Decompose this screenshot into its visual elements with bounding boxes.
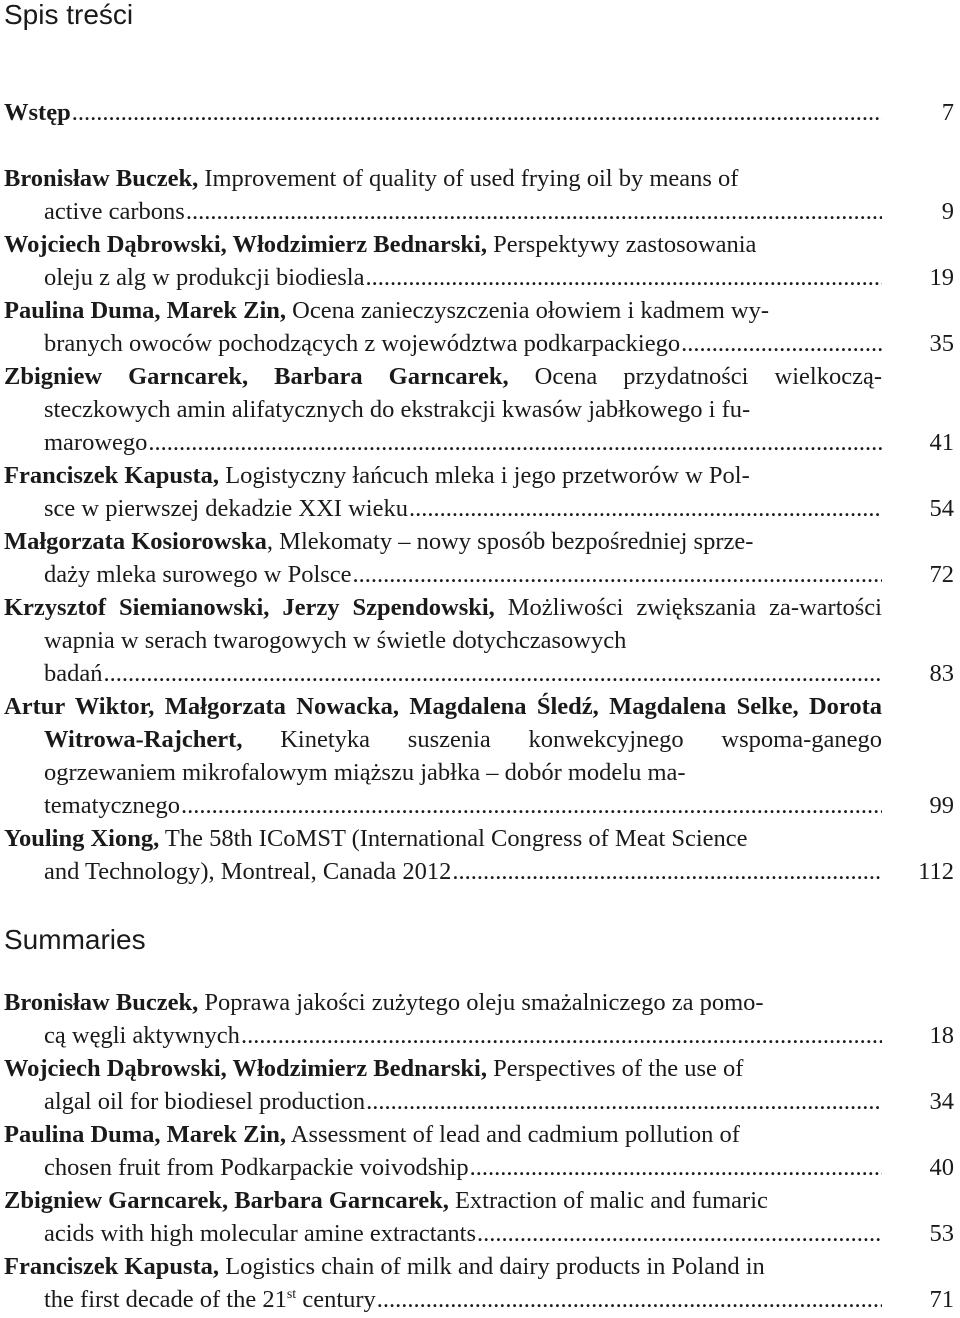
page-number: 72 xyxy=(929,561,954,588)
entry-last-line xyxy=(4,1019,882,1052)
entry-authors: Wojciech Dąbrowski, Włodzimierz Bednarski, xyxy=(4,1055,487,1082)
entry-title-end: branych owoców pochodzących z województwa podkarpackiego xyxy=(44,330,681,357)
entry-authors: Artur Wiktor, Małgorzata Nowacka, Magdalena Śledź, Magdalena Selke, Dorota Witrowa-Rajchert, xyxy=(4,693,882,753)
page-number: 71 xyxy=(929,1286,954,1313)
dot-leader xyxy=(470,1151,882,1184)
entry-title-end xyxy=(44,1283,376,1316)
entry-title-end: chosen fruit from Podkarpackie voivodship xyxy=(44,1154,469,1181)
dot-leader xyxy=(365,261,882,294)
toc-entry[interactable] xyxy=(4,459,954,525)
entry-title: Logistyczny łańcuch mleka i jego przetworów w Pol- xyxy=(219,462,750,489)
toc-entry[interactable] xyxy=(4,822,954,888)
page-number: 9 xyxy=(941,198,954,225)
entry-title-text xyxy=(4,525,882,558)
dot-leader xyxy=(452,855,882,888)
toc-title: Spis treści xyxy=(4,0,134,30)
entry-title-text xyxy=(4,591,882,657)
entry-title-text xyxy=(4,822,882,855)
toc-entry[interactable] xyxy=(4,525,954,591)
toc-entry[interactable] xyxy=(4,294,954,360)
entry-authors: Zbigniew Garncarek, Barbara Garncarek, xyxy=(4,1187,449,1214)
entry-last-line xyxy=(4,1151,882,1184)
entry-last-line xyxy=(4,789,882,822)
entry-title: Perspektywy zastosowania xyxy=(486,231,757,258)
dot-leader xyxy=(377,1283,882,1316)
entry-title-end: oleju z alg w produkcji biodiesla xyxy=(44,264,365,291)
entry-title-end: marowego xyxy=(44,429,148,456)
toc-entry[interactable] xyxy=(4,1118,954,1184)
entry-authors: Bronisław Buczek, xyxy=(4,165,199,192)
dot-leader xyxy=(241,1019,882,1052)
entry-title-end-a: the first decade of the 21 xyxy=(44,1286,287,1313)
entry-last-line xyxy=(4,855,882,888)
dot-leader xyxy=(181,789,882,822)
entry-last-line xyxy=(4,426,882,459)
entry-title-end: sce w pierwszej dekadzie XXI wieku xyxy=(44,495,408,522)
entry-last-line xyxy=(4,195,882,228)
entry-title: The 58th ICoMST (International Congress of Meat Science xyxy=(159,825,748,852)
entry-title: Ocena zanieczyszczenia ołowiem i kadmem wy- xyxy=(286,297,769,324)
entry-title-end: badań xyxy=(44,660,103,687)
entry-title-text xyxy=(4,1184,882,1217)
dot-leader xyxy=(681,327,882,360)
page-number: 35 xyxy=(929,330,954,357)
entry-title: Perspectives of the use of xyxy=(486,1055,744,1082)
entry-authors: Krzysztof Siemianowski, Jerzy Szpendowski, xyxy=(4,594,495,621)
dot-leader xyxy=(409,492,882,525)
entry-title-text xyxy=(4,162,882,195)
entry-title-end-b: century xyxy=(296,1286,376,1313)
dot-leader xyxy=(148,426,882,459)
entry-authors: Paulina Duma, Marek Zin, xyxy=(4,1121,287,1148)
entry-title-text xyxy=(4,986,882,1019)
entry-title: Assessment of lead and cadmium pollution of xyxy=(286,1121,740,1148)
entry-last-line xyxy=(4,1085,882,1118)
entry-last-line xyxy=(4,96,882,129)
summaries-list xyxy=(4,986,954,1316)
entry-title-text xyxy=(4,294,882,327)
dot-leader xyxy=(366,1085,882,1118)
page-number: 7 xyxy=(941,99,954,126)
entry-title-text xyxy=(4,690,882,789)
toc-entry[interactable] xyxy=(4,360,954,459)
entry-authors: Franciszek Kapusta, xyxy=(4,1253,220,1280)
toc-entry[interactable] xyxy=(4,1250,954,1316)
toc-entry[interactable] xyxy=(4,228,954,294)
entry-title: , Mlekomaty – nowy sposób bezpośredniej sprze- xyxy=(266,528,754,555)
entry-title-text xyxy=(4,1118,882,1151)
page-number: 40 xyxy=(929,1154,954,1181)
entry-title: Możliwości zwiększania za-wartości wapnia w serach twarogowych w świetle dotychczasowych xyxy=(44,594,882,654)
entry-title-text xyxy=(4,459,882,492)
entry-last-line xyxy=(4,657,882,690)
entry-title: Improvement of quality of used frying oil by means of xyxy=(198,165,739,192)
entry-last-line xyxy=(4,261,882,294)
page-number: 18 xyxy=(929,1022,954,1049)
entry-title-end: acids with high molecular amine extractants xyxy=(44,1220,477,1247)
entry-authors: Franciszek Kapusta, xyxy=(4,462,220,489)
toc-entry[interactable] xyxy=(4,1184,954,1250)
entry-title-end: daży mleka surowego w Polsce xyxy=(44,561,352,588)
entry-last-line xyxy=(4,327,882,360)
ordinal-suffix: st xyxy=(286,1287,297,1302)
dot-leader xyxy=(477,1217,882,1250)
page-number: 54 xyxy=(929,495,954,522)
summaries-title: Summaries xyxy=(4,924,146,955)
entry-authors: Paulina Duma, Marek Zin, xyxy=(4,297,287,324)
entry-last-line xyxy=(4,558,882,591)
entry-authors: Bronisław Buczek, xyxy=(4,989,199,1016)
toc-entry[interactable] xyxy=(4,162,954,228)
dot-leader xyxy=(186,195,882,228)
entry-title: Extraction of malic and fumaric xyxy=(448,1187,768,1214)
dot-leader xyxy=(353,558,882,591)
entry-title-text xyxy=(4,360,882,426)
entry-authors: Wojciech Dąbrowski, Włodzimierz Bednarski, xyxy=(4,231,487,258)
toc-entry[interactable] xyxy=(4,690,954,822)
entry-title: Kinetyka suszenia konwekcyjnego wspoma-ganego ogrzewaniem mikrofalowym miąższu jabłka – dobór modelu ma- xyxy=(44,726,882,786)
entry-last-line xyxy=(4,1283,882,1316)
entry-title-end: tematycznego xyxy=(44,792,181,819)
entry-title: Logistics chain of milk and dairy products in Poland in xyxy=(219,1253,765,1280)
page-number: 19 xyxy=(929,264,954,291)
dot-leader xyxy=(104,657,883,690)
entry-title-end: and Technology), Montreal, Canada 2012 xyxy=(44,858,452,885)
entry-authors: Youling Xiong, xyxy=(4,825,160,852)
entry-title-text xyxy=(4,228,882,261)
entry-title: Wstęp xyxy=(4,99,71,126)
entry-title-end: active carbons xyxy=(44,198,185,225)
page-number: 83 xyxy=(929,660,954,687)
page-number: 34 xyxy=(929,1088,954,1115)
dot-leader xyxy=(72,96,882,129)
page-number: 112 xyxy=(918,858,954,885)
page-number: 99 xyxy=(929,792,954,819)
entry-title-end: cą węgli aktywnych xyxy=(44,1022,240,1049)
entry-title: Ocena przydatności wielkoczą-steczkowych amin alifatycznych do ekstrakcji kwasów jabłkowego i fu- xyxy=(44,363,882,423)
entry-title-text xyxy=(4,1250,882,1283)
toc-list xyxy=(4,96,954,888)
toc-entry[interactable] xyxy=(4,96,954,129)
page-number: 41 xyxy=(929,429,954,456)
entry-last-line xyxy=(4,492,882,525)
toc-entry[interactable] xyxy=(4,986,954,1052)
entry-authors: Małgorzata Kosiorowska xyxy=(4,528,267,555)
entry-title: Poprawa jakości zużytego oleju smażalniczego za pomo- xyxy=(198,989,764,1016)
entry-authors: Zbigniew Garncarek, Barbara Garncarek, xyxy=(4,363,509,390)
toc-entry[interactable] xyxy=(4,591,954,690)
toc-entry[interactable] xyxy=(4,1052,954,1118)
entry-title-end: algal oil for biodiesel production xyxy=(44,1088,366,1115)
entry-title-text xyxy=(4,1052,882,1085)
page-number: 53 xyxy=(929,1220,954,1247)
entry-last-line xyxy=(4,1217,882,1250)
